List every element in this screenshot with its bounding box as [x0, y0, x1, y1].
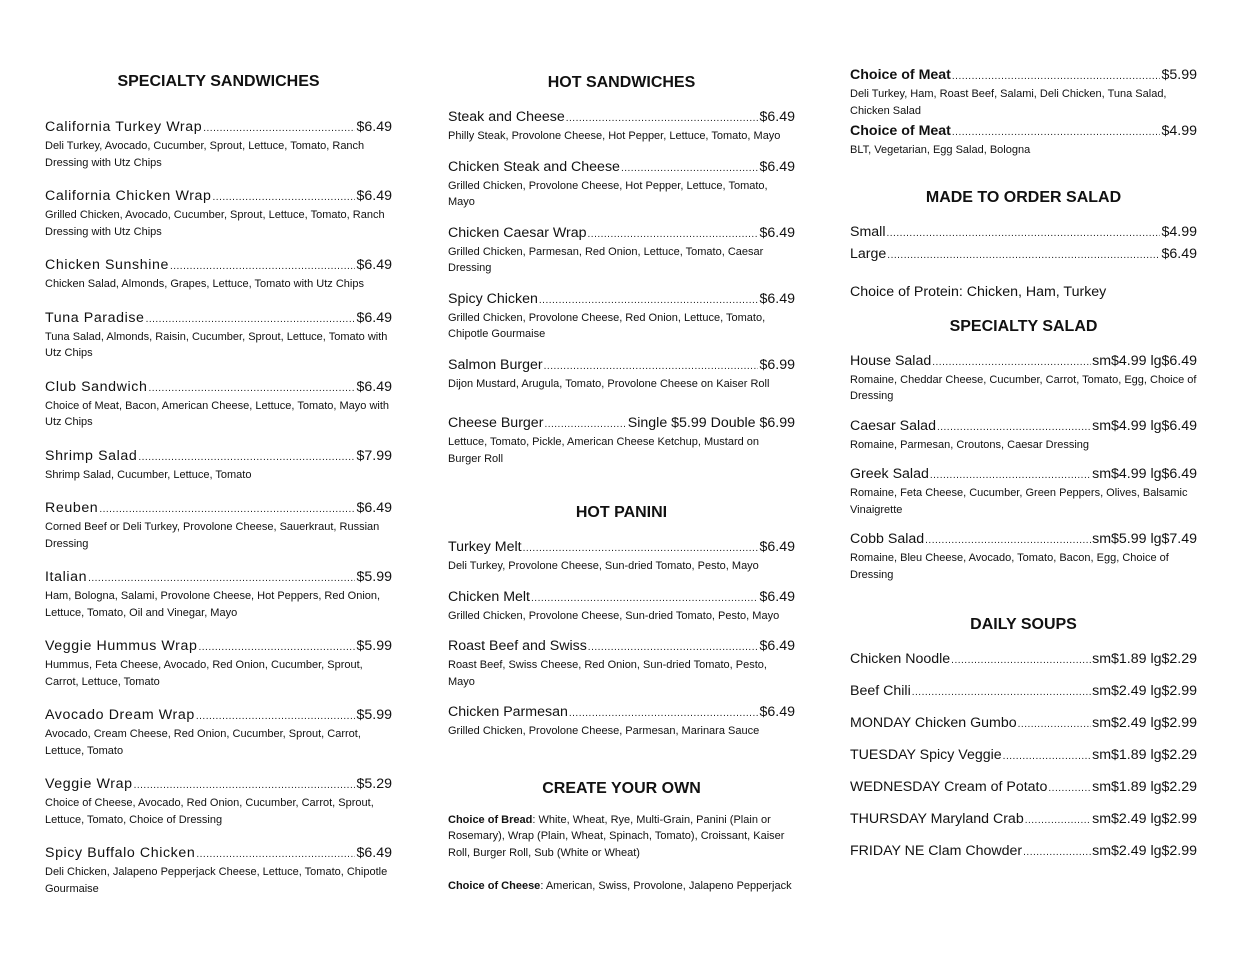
item-name: Cheese Burger — [448, 415, 544, 431]
item-name: Spicy Buffalo Chicken — [45, 845, 196, 861]
item-name: Salmon Burger — [448, 356, 543, 373]
section-title-specialty-salad: SPECIALTY SALAD — [949, 317, 1098, 335]
menu-item — [850, 530, 1197, 583]
salad-size-item — [850, 223, 1197, 243]
menu-item — [448, 224, 795, 277]
item-price: $5.99 — [356, 569, 392, 585]
item-price: $5.99 — [356, 638, 392, 654]
menu-item — [448, 290, 795, 343]
item-name: Caesar Salad — [850, 417, 936, 434]
menu-item — [850, 465, 1197, 518]
item-name: Chicken Sunshine — [45, 257, 169, 273]
soup-item — [850, 810, 1197, 830]
item-price: $6.49 — [759, 158, 795, 175]
soup-item — [850, 714, 1197, 734]
menu-item — [45, 447, 392, 484]
item-price: $5.99 — [356, 707, 392, 723]
item-price: $6.49 — [759, 588, 795, 605]
item-description: Dijon Mustard, Arugula, Tomato, Provolone Cheese on Kaiser Roll — [448, 377, 770, 390]
item-name: FRIDAY NE Clam Chowder — [850, 843, 1023, 859]
item-name: Veggie Hummus Wrap — [45, 638, 198, 654]
menu-item — [45, 637, 392, 690]
item-description: Deli Turkey, Ham, Roast Beef, Salami, Deli Chicken, Tuna Salad, Chicken Salad — [850, 88, 1167, 117]
item-description: Choice of Cheese, Avocado, Red Onion, Cucumber, Carrot, Sprout, Lettuce, Tomato, Choice of Dressing — [45, 797, 374, 826]
item-name: Veggie Wrap — [45, 776, 133, 792]
item-description: Grilled Chicken, Avocado, Cucumber, Sprout, Lettuce, Tomato, Ranch Dressing with Utz Chips — [45, 209, 385, 238]
item-description: Tuna Salad, Almonds, Raisin, Cucumber, Sprout, Lettuce, Tomato with Utz Chips — [45, 330, 388, 359]
item-price: $6.99 — [759, 356, 795, 373]
item-name: WEDNESDAY Cream of Potato — [850, 779, 1048, 795]
item-description: Deli Turkey, Avocado, Cucumber, Sprout, Lettuce, Tomato, Ranch Dressing with Utz Chips — [45, 140, 365, 169]
item-price: sm$4.99 lg$6.49 — [1092, 352, 1197, 369]
choice-of-cheese — [448, 878, 795, 895]
choice-of-bread-text: : White, Wheat, Rye, Multi-Grain, Panini (Plain or Rosemary), Wrap (Plain, Wheat, Spinach, Tomato), Croissant, Kaiser Roll, Burger Roll, Sub (White or Wheat) — [448, 813, 785, 859]
item-price: $6.49 — [759, 539, 795, 555]
section-title-specialty-sandwiches: SPECIALTY SANDWICHES — [117, 73, 320, 90]
item-description: Romaine, Parmesan, Croutons, Caesar Dressing — [850, 438, 1090, 451]
item-name: Small — [850, 223, 886, 240]
item-description: Avocado, Cream Cheese, Red Onion, Cucumber, Sprout, Carrot, Lettuce, Tomato — [45, 728, 361, 757]
item-price: $6.49 — [759, 224, 795, 241]
item-description: Romaine, Bleu Cheese, Avocado, Tomato, Bacon, Egg, Choice of Dressing — [850, 552, 1169, 581]
item-price: $6.49 — [759, 109, 795, 125]
item-price: $7.99 — [356, 447, 392, 464]
meat-choice-item — [850, 122, 1197, 159]
item-price: sm$2.49 lg$2.99 — [1092, 811, 1197, 827]
item-price: $6.49 — [356, 378, 392, 395]
item-name: House Salad — [850, 352, 932, 369]
salad-size-item — [850, 245, 1197, 265]
item-name: Chicken Parmesan — [448, 704, 568, 720]
item-price: sm$2.49 lg$2.99 — [1092, 683, 1197, 699]
menu-item — [448, 414, 795, 467]
soup-item — [850, 682, 1197, 702]
item-price: $6.49 — [356, 500, 392, 516]
menu-item — [45, 256, 392, 293]
item-name: California Turkey Wrap — [45, 119, 203, 135]
item-description: Choice of Meat, Bacon, American Cheese, Lettuce, Tomato, Mayo with Utz Chips — [45, 399, 390, 428]
menu-item — [448, 356, 795, 393]
item-name: Beef Chili — [850, 683, 911, 699]
item-description: Roast Beef, Swiss Cheese, Red Onion, Sun-dried Tomato, Pesto, Mayo — [448, 659, 767, 688]
item-price: $6.49 — [1161, 245, 1197, 262]
section-title-hot-panini: HOT PANINI — [575, 504, 668, 521]
item-description: Lettuce, Tomato, Pickle, American Cheese Ketchup, Mustard on Burger Roll — [448, 436, 760, 465]
item-name: Choice of Meat — [850, 123, 951, 139]
item-price: $6.49 — [356, 119, 392, 135]
item-name: Choice of Meat — [850, 67, 951, 83]
menu-item — [45, 309, 392, 362]
choice-of-cheese-label: Choice of Cheese — [448, 880, 541, 892]
item-name: Turkey Melt — [448, 539, 522, 555]
item-name: THURSDAY Maryland Crab — [850, 811, 1024, 827]
soup-item — [850, 650, 1197, 670]
item-price: $4.99 — [1161, 123, 1197, 139]
item-name: Roast Beef and Swiss — [448, 638, 587, 654]
menu-item — [45, 118, 392, 171]
item-name: Spicy Chicken — [448, 290, 538, 307]
soup-item — [850, 842, 1197, 862]
item-price: sm$2.49 lg$2.99 — [1092, 843, 1197, 859]
item-name: Italian — [45, 569, 88, 585]
item-description: Corned Beef or Deli Turkey, Provolone Cheese, Sauerkraut, Russian Dressing — [45, 521, 380, 550]
menu-item — [448, 158, 795, 211]
item-price: $6.49 — [356, 188, 392, 204]
menu-item — [448, 538, 795, 575]
item-price: sm$1.89 lg$2.29 — [1092, 779, 1197, 795]
section-title-daily-soups: DAILY SOUPS — [970, 616, 1077, 633]
menu-item — [45, 568, 392, 621]
item-price: $6.49 — [356, 845, 392, 861]
item-description: Shrimp Salad, Cucumber, Lettuce, Tomato — [45, 468, 252, 481]
menu-item — [448, 703, 795, 740]
item-price: sm$5.99 lg$7.49 — [1092, 531, 1197, 547]
item-description: Philly Steak, Provolone Cheese, Hot Pepper, Lettuce, Tomato, Mayo — [448, 130, 781, 142]
choice-of-bread-label: Choice of Bread — [448, 813, 533, 826]
item-price: $6.49 — [759, 290, 795, 307]
soup-item — [850, 746, 1197, 766]
menu-item — [448, 637, 795, 690]
item-price: sm$2.49 lg$2.99 — [1092, 715, 1197, 731]
item-description: Romaine, Cheddar Cheese, Cucumber, Carrot, Tomato, Egg, Choice of Dressing — [850, 373, 1197, 402]
item-name: Steak and Cheese — [448, 109, 565, 125]
item-description: Deli Chicken, Jalapeno Pepperjack Cheese, Lettuce, Tomato, Chipotle Gourmaise — [45, 866, 388, 895]
item-description: Chicken Salad, Almonds, Grapes, Lettuce, Tomato with Utz Chips — [45, 278, 364, 290]
item-description: Grilled Chicken, Provolone Cheese, Hot Pepper, Lettuce, Tomato, Mayo — [448, 179, 768, 208]
item-price: $6.49 — [759, 704, 795, 720]
item-description: Ham, Bologna, Salami, Provolone Cheese, Hot Peppers, Red Onion, Lettuce, Tomato, Oil and Vinegar, Mayo — [45, 590, 381, 619]
menu-item — [45, 499, 392, 552]
item-description: Grilled Chicken, Parmesan, Red Onion, Lettuce, Tomato, Caesar Dressing — [448, 245, 764, 274]
menu-item — [448, 108, 795, 145]
item-description: Grilled Chicken, Provolone Cheese, Red Onion, Lettuce, Tomato, Chipotle Gourmaise — [448, 311, 766, 340]
soup-item — [850, 778, 1197, 798]
item-price: $5.99 — [1161, 67, 1197, 83]
item-price: $4.99 — [1161, 223, 1197, 240]
item-price: sm$1.89 lg$2.29 — [1092, 747, 1197, 763]
item-price: $6.49 — [356, 309, 392, 326]
meat-choice-item — [850, 66, 1197, 119]
item-price: $6.49 — [759, 638, 795, 654]
item-name: Greek Salad — [850, 466, 929, 482]
menu-item — [850, 352, 1197, 405]
item-name: Chicken Steak and Cheese — [448, 158, 620, 175]
item-name: Chicken Melt — [448, 588, 531, 605]
item-description: Grilled Chicken, Provolone Cheese, Parmesan, Marinara Sauce — [448, 725, 760, 737]
menu-item — [45, 378, 392, 431]
item-description: Romaine, Feta Cheese, Cucumber, Green Peppers, Olives, Balsamic Vinaigrette — [850, 487, 1188, 516]
item-name: Shrimp Salad — [45, 447, 138, 464]
menu-item — [448, 588, 795, 625]
item-name: Chicken Caesar Wrap — [448, 224, 587, 241]
item-price: $5.29 — [356, 776, 392, 792]
menu-item — [850, 417, 1197, 454]
choice-of-protein: Choice of Protein: Chicken, Ham, Turkey — [850, 283, 1107, 300]
menu-item — [45, 844, 392, 897]
item-description: Deli Turkey, Provolone Cheese, Sun-dried Tomato, Pesto, Mayo — [448, 560, 759, 572]
item-name: Tuna Paradise — [45, 309, 145, 326]
item-description: Grilled Chicken, Provolone Cheese, Sun-dried Tomato, Pesto, Mayo — [448, 609, 780, 622]
hot-sandwiches-column — [448, 0, 795, 895]
menu-item — [45, 775, 392, 828]
item-name: Reuben — [45, 500, 99, 516]
menu-item — [45, 706, 392, 759]
specialty-sandwiches-column — [45, 0, 392, 897]
item-name: MONDAY Chicken Gumbo — [850, 715, 1017, 731]
item-price: sm$4.99 lg$6.49 — [1092, 417, 1197, 434]
item-price: sm$4.99 lg$6.49 — [1092, 466, 1197, 482]
item-name: TUESDAY Spicy Veggie — [850, 747, 1002, 763]
section-title-made-to-order-salad: MADE TO ORDER SALAD — [925, 188, 1122, 206]
section-title-create-your-own: CREATE YOUR OWN — [542, 779, 701, 797]
item-name: Large — [850, 245, 887, 262]
item-name: Cobb Salad — [850, 531, 925, 547]
section-title-hot-sandwiches: HOT SANDWICHES — [547, 74, 696, 91]
item-price: sm$1.89 lg$2.29 — [1092, 651, 1197, 667]
item-price: $6.49 — [356, 257, 392, 273]
item-price: Single $5.99 Double $6.99 — [627, 415, 795, 431]
item-name: Club Sandwich — [45, 378, 148, 395]
item-description: Hummus, Feta Cheese, Avocado, Red Onion, Cucumber, Sprout, Carrot, Lettuce, Tomato — [45, 659, 363, 688]
item-description: BLT, Vegetarian, Egg Salad, Bologna — [850, 144, 1031, 156]
choice-of-cheese-text: : American, Swiss, Provolone, Jalapeno Pepperjack — [540, 880, 792, 892]
menu-item — [45, 187, 392, 240]
item-name: Avocado Dream Wrap — [45, 707, 195, 723]
salads-soups-column — [850, 0, 1197, 862]
item-name: Chicken Noodle — [850, 651, 951, 667]
item-name: California Chicken Wrap — [45, 188, 212, 204]
choice-of-bread — [448, 812, 795, 862]
